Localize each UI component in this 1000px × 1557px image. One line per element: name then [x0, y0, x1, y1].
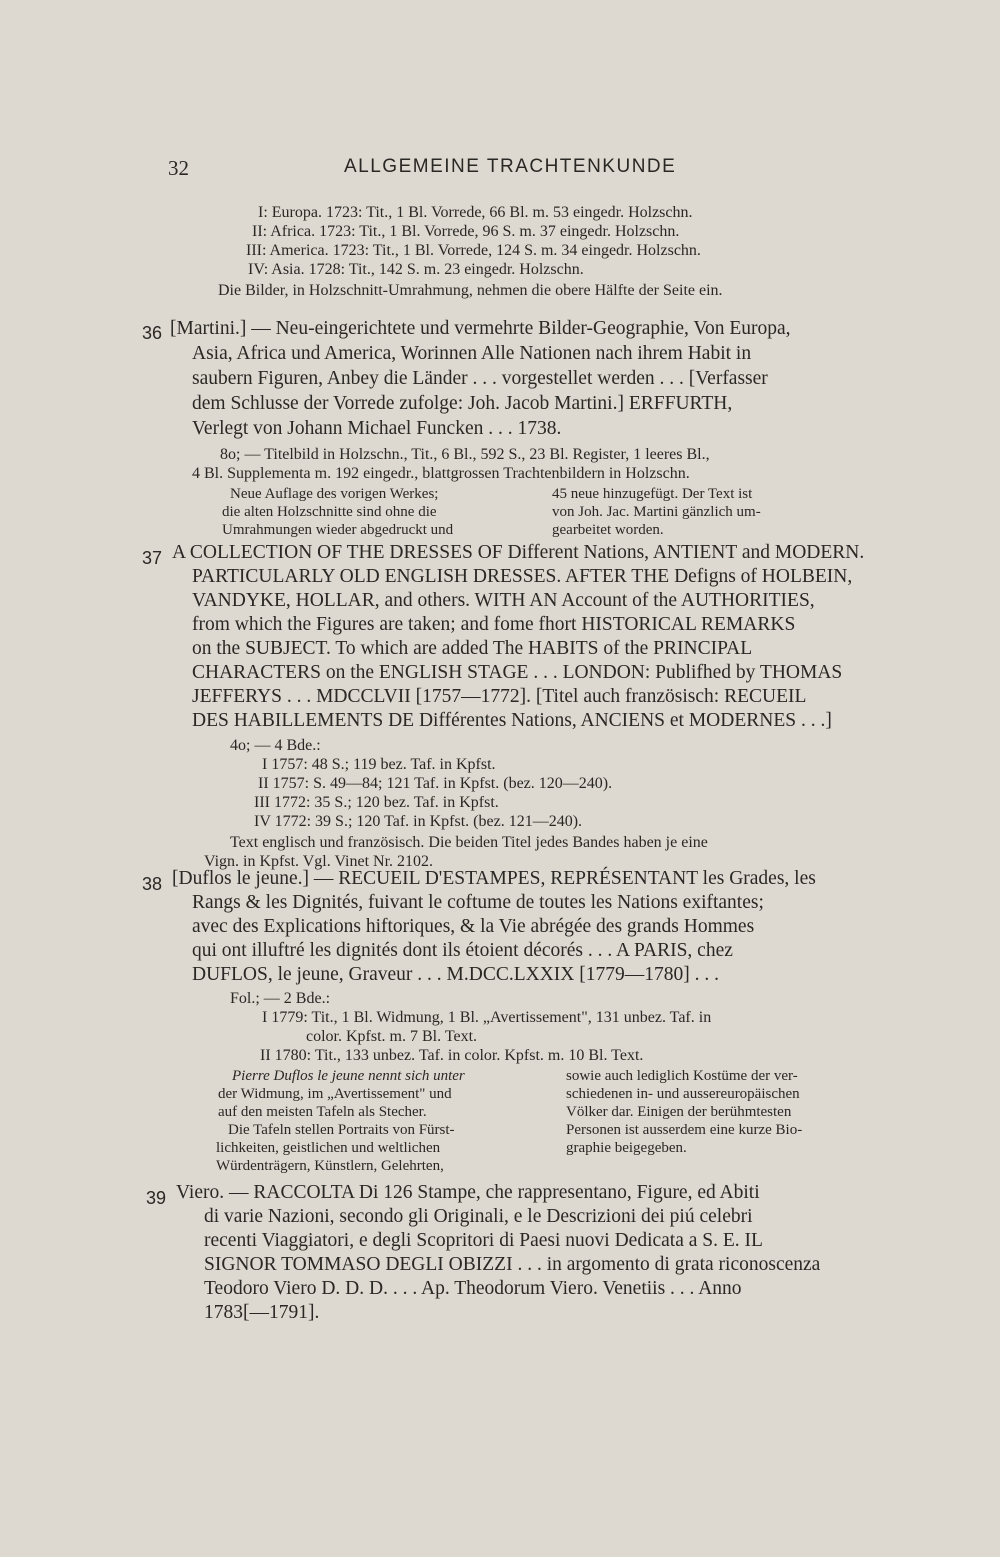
collation-line: II 1757: S. 49—84; 121 Taf. in Kpfst. (bez. 120—240). [258, 775, 613, 792]
title-line: JEFFERYS . . . MDCCLVII [1757—1772]. [Titel auch französisch: RECUEIL [192, 686, 807, 707]
title-line: Asia, Africa und America, Worinnen Alle Nationen nach ihrem Habit in [192, 343, 752, 364]
volume-line: II: Africa. 1723: Tit., 1 Bl. Vorrede, 96 S. m. 37 eingedr. Holzschn. [252, 223, 680, 240]
collation-line: Vign. in Kpfst. Vgl. Vinet Nr. 2102. [204, 853, 434, 870]
note-line: schiedenen in- und aussereuropäischen [566, 1086, 800, 1102]
title-line: SIGNOR TOMMASO DEGLI OBIZZI . . . in argomento di grata riconoscenza [204, 1254, 821, 1275]
note-line: gearbeitet worden. [552, 522, 664, 538]
entry-number: 38 [142, 874, 163, 894]
note-line: Personen ist ausserdem eine kurze Bio- [566, 1122, 803, 1138]
title-line: on the SUBJECT. To which are added The HABITS of the PRINCIPAL [192, 638, 753, 659]
note-line: die alten Holzschnitte sind ohne die [222, 504, 437, 520]
note-line: sowie auch lediglich Kostüme der ver- [566, 1068, 798, 1084]
title-line: A COLLECTION OF THE DRESSES OF Different Nations, ANTIENT and MODERN. [172, 542, 865, 563]
title-line: di varie Nazioni, secondo gli Originali, e le Descrizioni dei piú celebri [204, 1206, 753, 1227]
title-line: DUFLOS, le jeune, Graveur . . . M.DCC.LXXIX [1779—1780] . . . [192, 964, 719, 985]
title-line: [Martini.] — Neu-eingerichtete und vermehrte Bilder-Geographie, Von Europa, [170, 318, 791, 339]
note-line: Umrahmungen wieder abgedruckt und [222, 522, 454, 538]
collation-line: III 1772: 35 S.; 120 bez. Taf. in Kpfst. [254, 794, 499, 811]
title-line: qui ont illuftré les dignités dont ils étoient décorés . . . A PARIS, chez [192, 940, 733, 961]
title-line: [Duflos le jeune.] — RECUEIL D'ESTAMPES, REPRÉSENTANT les Grades, les [172, 868, 816, 889]
title-line: recenti Viaggiatori, e degli Scopritori di Paesi nuovi Dedicata a S. E. IL [204, 1230, 763, 1251]
title-line: CHARACTERS on the ENGLISH STAGE . . . LONDON: Publifhed by THOMAS [192, 662, 843, 683]
title-line: VANDYKE, HOLLAR, and others. WITH AN Account of the AUTHORITIES, [192, 590, 815, 611]
title-line: Viero. — RACCOLTA Di 126 Stampe, che rappresentano, Figure, ed Abiti [176, 1182, 760, 1203]
collation-line: 4o; — 4 Bde.: [230, 737, 321, 754]
collation-line: IV 1772: 39 S.; 120 Taf. in Kpfst. (bez. 121—240). [254, 813, 583, 830]
title-line: 1783[—1791]. [204, 1302, 320, 1323]
volume-line: III: America. 1723: Tit., 1 Bl. Vorrede, 124 S. m. 34 eingedr. Holzschn. [246, 242, 701, 259]
entry-number: 36 [142, 323, 163, 343]
note-line: 45 neue hinzugefügt. Der Text ist [552, 486, 753, 502]
title-line: from which the Figures are taken; and fome fhort HISTORICAL REMARKS [192, 614, 796, 635]
collation-line: Fol.; — 2 Bde.: [230, 990, 331, 1007]
entry-number: 37 [142, 548, 163, 568]
collation-line: I 1779: Tit., 1 Bl. Widmung, 1 Bl. „Avertissement", 131 unbez. Taf. in [262, 1009, 712, 1026]
note-line: Neue Auflage des vorigen Werkes; [230, 486, 439, 502]
page-header [0, 156, 1000, 186]
title-line: saubern Figuren, Anbey die Länder . . . vorgestellet werden . . . [Verfasser [192, 368, 768, 389]
note-line: der Widmung, im „Avertissement" und [218, 1086, 452, 1102]
title-line: Rangs & les Dignités, fuivant le coftume de toutes les Nations exiftantes; [192, 892, 764, 913]
collation-line: 8o; — Titelbild in Holzschn., Tit., 6 Bl., 592 S., 23 Bl. Register, 1 leeres Bl., [220, 446, 710, 463]
note-line: graphie beigegeben. [566, 1140, 687, 1156]
title-line: DES HABILLEMENTS DE Différentes Nations, ANCIENS et MODERNES . . .] [192, 710, 832, 731]
volume-line: IV: Asia. 1728: Tit., 142 S. m. 23 eingedr. Holzschn. [248, 261, 584, 278]
note-line: Die Tafeln stellen Portraits von Fürst- [228, 1122, 455, 1138]
title-line: Verlegt von Johann Michael Funcken . . . 1738. [192, 418, 562, 439]
running-title: ALLGEMEINE TRACHTENKUNDE [344, 156, 677, 177]
collation-line: Text englisch und französisch. Die beiden Titel jedes Bandes haben je eine [230, 834, 708, 851]
note-line: Pierre Duflos le jeune nennt sich unter [232, 1068, 465, 1084]
entry-number: 39 [146, 1188, 167, 1208]
collation-line: color. Kpfst. m. 7 Bl. Text. [306, 1028, 478, 1045]
entry-note: Die Bilder, in Holzschnitt-Umrahmung, nehmen die obere Hälfte der Seite ein. [218, 282, 723, 299]
note-line: von Joh. Jac. Martini gänzlich um- [552, 504, 761, 520]
title-line: PARTICULARLY OLD ENGLISH DRESSES. AFTER THE Defigns of HOLBEIN, [192, 566, 853, 587]
note-line: Völker dar. Einigen der berühmtesten [566, 1104, 792, 1120]
title-line: dem Schlusse der Vorrede zufolge: Joh. Jacob Martini.] ERFFURTH, [192, 393, 733, 414]
page-number: 32 [168, 156, 189, 180]
collation-line: II 1780: Tit., 133 unbez. Taf. in color. Kpfst. m. 10 Bl. Text. [260, 1047, 644, 1064]
volume-line: I: Europa. 1723: Tit., 1 Bl. Vorrede, 66 Bl. m. 53 eingedr. Holzschn. [258, 204, 693, 221]
title-line: Teodoro Viero D. D. D. . . . Ap. Theodorum Viero. Venetiis . . . Anno [204, 1278, 742, 1299]
note-line: auf den meisten Tafeln als Stecher. [218, 1104, 427, 1120]
title-line: avec des Explications hiftoriques, & la Vie abrégée des grands Hommes [192, 916, 755, 937]
collation-line: I 1757: 48 S.; 119 bez. Taf. in Kpfst. [262, 756, 496, 773]
note-line: lichkeiten, geistlichen und weltlichen [216, 1140, 441, 1156]
collation-line: 4 Bl. Supplementa m. 192 eingedr., blattgrossen Trachtenbildern in Holzschn. [192, 465, 690, 482]
note-line: Würdenträgern, Künstlern, Gelehrten, [216, 1158, 444, 1174]
